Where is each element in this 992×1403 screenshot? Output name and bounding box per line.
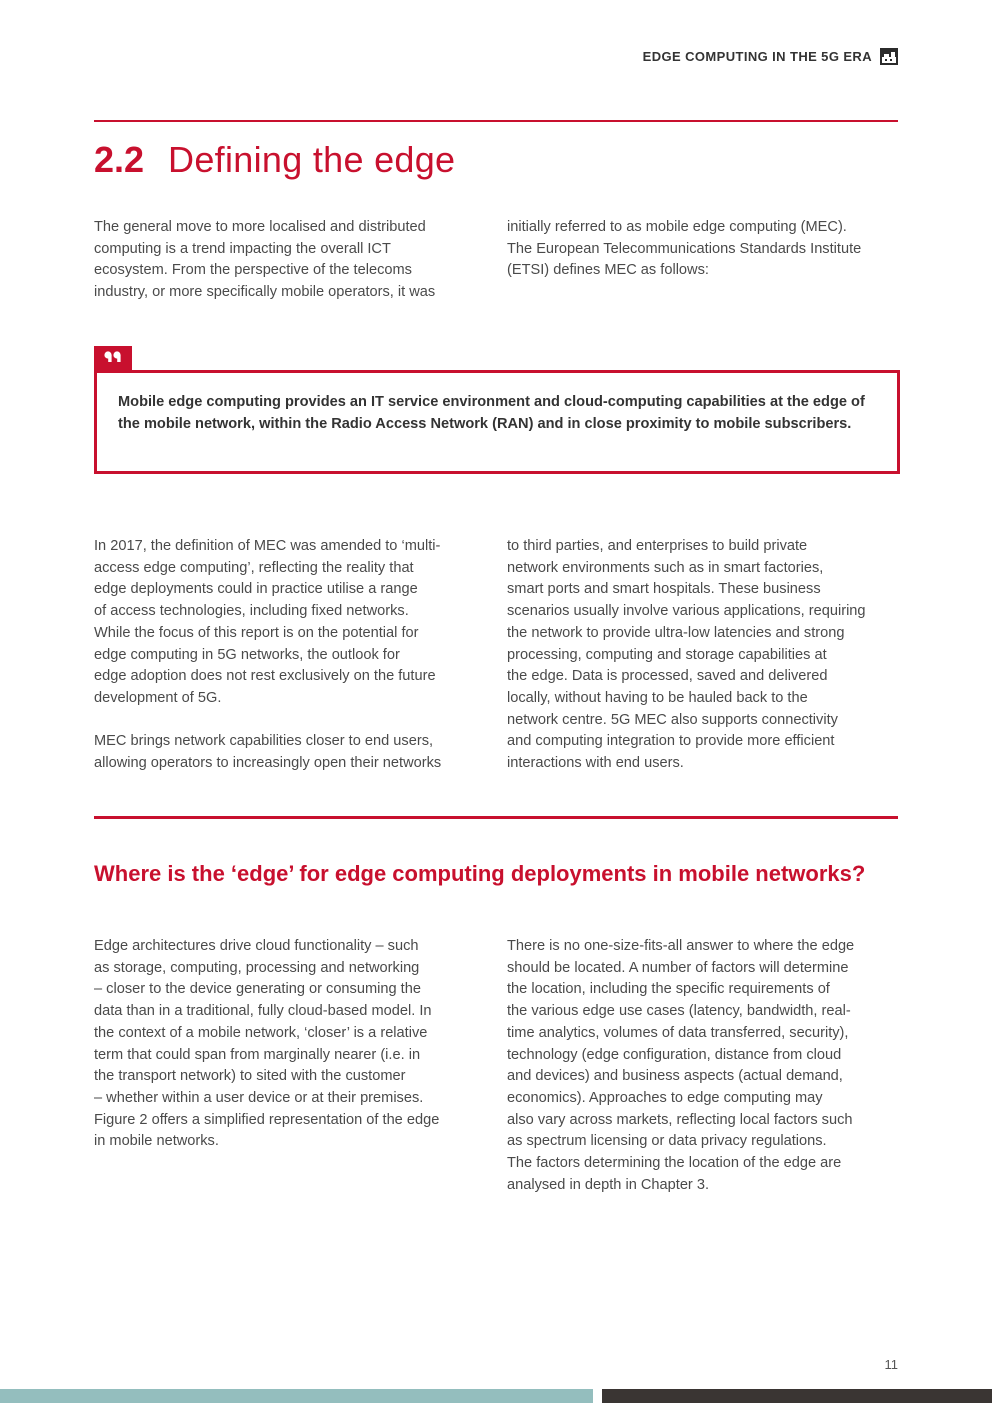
body-paragraph: MEC brings network capabilities closer to end users, allowing operators to increasingly open their networks [94, 733, 442, 772]
subsection-right-column [507, 936, 902, 1196]
body-paragraph: to third parties, and enterprises to build private network environments such as in smart factories, smart ports and smart hospitals. These business scenarios usually involve various applications, requiring the network to provide ultra-low latencies and strong processing, computing and storage capabilities at the edge. Data is processed, saved and delivered locally, without having to be hauled back to the network centre. 5G MEC also supports connectivity and computing integration to provide more efficient interactions with end users. [507, 538, 866, 772]
definition-quote-box [94, 370, 900, 474]
footer-bar-teal [0, 1389, 593, 1403]
quote-tab [94, 346, 132, 372]
body-right-column [507, 536, 902, 775]
intro-left-column [94, 217, 489, 304]
footer-bar-dark [602, 1389, 992, 1403]
section-number: 2.2 [94, 139, 145, 180]
section-top-divider [94, 120, 898, 122]
subsection-divider [94, 816, 898, 819]
body-paragraph: There is no one-size-fits-all answer to where the edge should be located. A number of factors will determine the location, including the specific requirements of the various edge use cases (latency, bandwidth, real- time analytics, volumes of data transferred, security), technology (edge configuration, distance from cloud and devices) and business aspects (actual demand, economics). Approaches to edge computing may also vary across markets, reflecting local factors such as spectrum licensing or data privacy regulations. The factors determining the location of the edge are analysed in depth in Chapter 3. [507, 938, 855, 1193]
section-heading [94, 136, 455, 184]
building-icon [880, 48, 898, 65]
intro-paragraph-left: The general move to more localised and distributed computing is a trend impacting the overall ICT ecosystem. From the perspective of the telecoms industry, or more specifically mobile operators, it was [94, 219, 436, 301]
intro-right-column [507, 217, 902, 282]
body-left-column [94, 536, 489, 775]
page-number: 11 [884, 1357, 898, 1372]
running-header-title: EDGE COMPUTING IN THE 5G ERA [642, 49, 872, 64]
section-title: Defining the edge [168, 139, 456, 180]
body-paragraph: In 2017, the definition of MEC was amended to ‘multi- access edge computing’, reflecting the reality that edge deployments could in practice utilise a range of access technologies, including fixed networks. While the focus of this report is on the potential for edge computing in 5G networks, the outlook for edge adoption does not rest exclusively on the future development of 5G. [94, 538, 441, 706]
quote-icon [94, 346, 132, 372]
body-paragraph: Edge architectures drive cloud functionality – such as storage, computing, processing and networking – closer to the device generating or consuming the data than in a traditional, fully cloud-based model. In the context of a mobile network, ‘closer’ is a relative term that could span from marginally nearer (i.e. in the transport network) to sited with the customer – whether within a user device or at their premises. Figure 2 offers a simplified representation of the edge in mobile networks. [94, 938, 440, 1150]
subsection-left-column [94, 936, 489, 1153]
quote-text: Mobile edge computing provides an IT service environment and cloud-computing capabilities at the edge of the mobile network, within the Radio Access Network (RAN) and in close proximity to mobile subscribers. [118, 394, 865, 432]
intro-paragraph-right: initially referred to as mobile edge computing (MEC). The European Telecommunications Standards Institute (ETSI) defines MEC as follows: [507, 219, 862, 279]
subsection-heading: Where is the ‘edge’ for edge computing deployments in mobile networks? [94, 861, 866, 886]
